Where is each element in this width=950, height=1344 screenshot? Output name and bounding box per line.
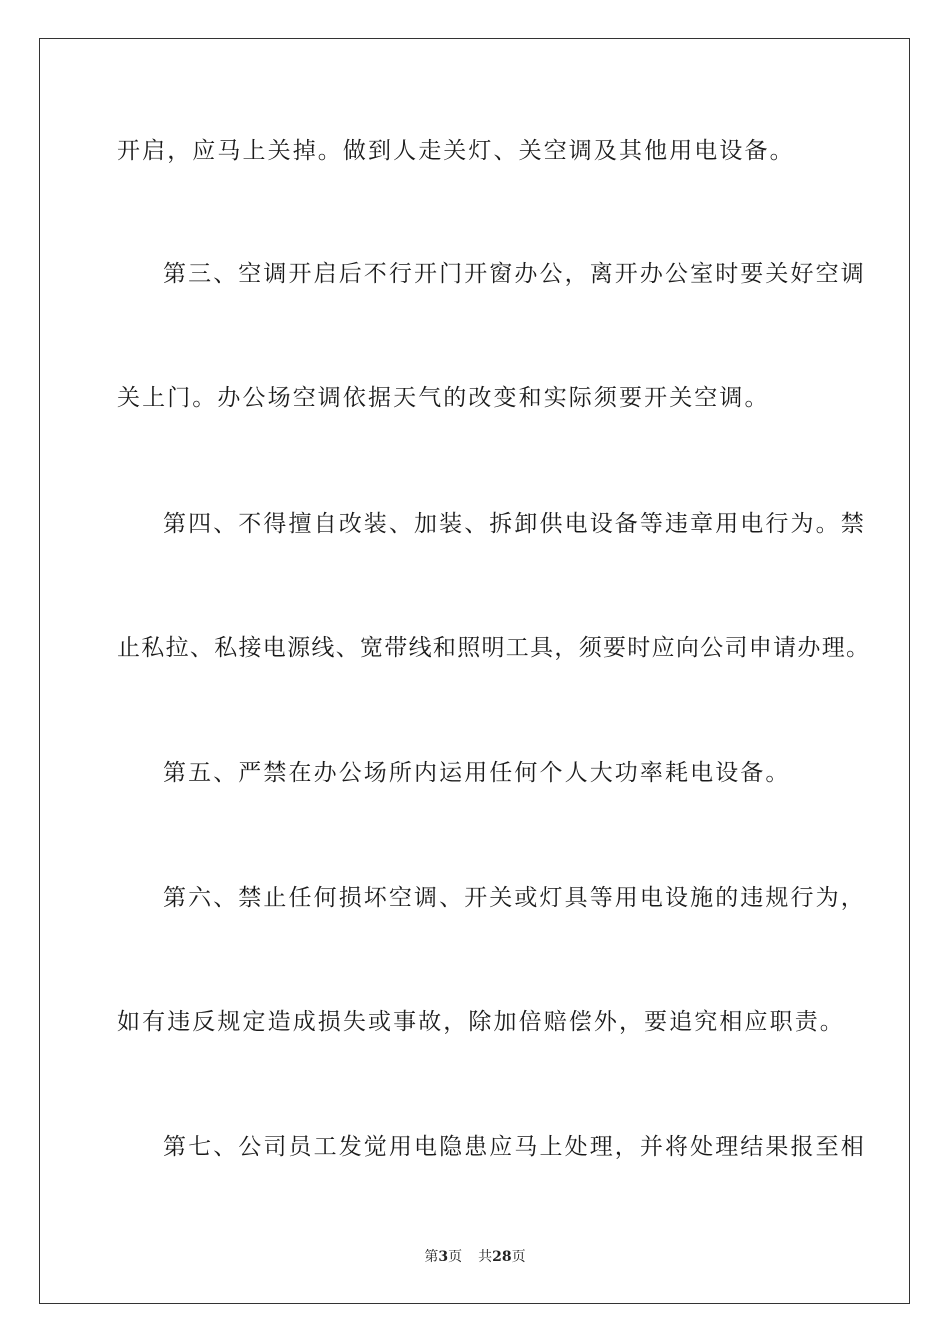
text-line-4: 第四、不得擅自改装、加装、拆卸供电设备等违章用电行为。禁 xyxy=(163,511,866,537)
page-label-prefix: 第 xyxy=(424,1249,439,1265)
page-border xyxy=(39,38,910,1304)
page-footer xyxy=(0,1248,950,1266)
text-line-1: 开启，应马上关掉。做到人走关灯、关空调及其他用电设备。 xyxy=(117,138,795,164)
text-line-9: 第七、公司员工发觉用电隐患应马上处理，并将处理结果报至相 xyxy=(163,1134,866,1160)
text-line-2: 第三、空调开启后不行开门开窗办公，离开办公室时要关好空调 xyxy=(163,261,866,287)
total-page-count: 28 xyxy=(492,1249,512,1265)
text-line-6: 第五、严禁在办公场所内运用任何个人大功率耗电设备。 xyxy=(163,760,791,786)
text-line-8: 如有违反规定造成损失或事故，除加倍赔偿外，要追究相应职责。 xyxy=(117,1009,845,1035)
current-page-number: 3 xyxy=(438,1249,449,1265)
total-label-suffix: 页 xyxy=(511,1249,526,1265)
total-label-prefix: 共 xyxy=(478,1249,493,1265)
text-line-3: 关上门。办公场空调依据天气的改变和实际须要开关空调。 xyxy=(117,385,770,411)
text-line-7: 第六、禁止任何损坏空调、开关或灯具等用电设施的违规行为， xyxy=(163,885,866,911)
text-line-5: 止私拉、私接电源线、宽带线和照明工具，须要时应向公司申请办理。 xyxy=(117,635,871,661)
page-label-suffix: 页 xyxy=(448,1249,463,1265)
